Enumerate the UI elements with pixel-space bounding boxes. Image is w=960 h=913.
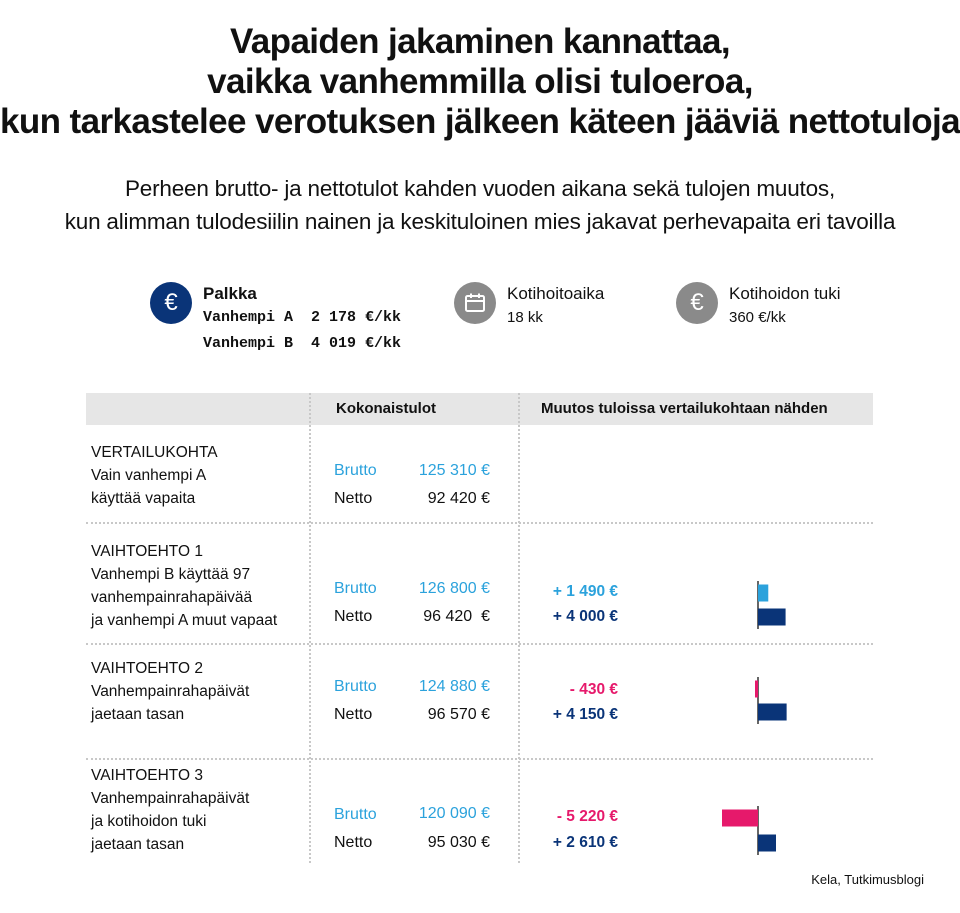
net-change-value: + 4 000 € [552,608,618,625]
legend-homecare-time-title: Kotihoitoaika [507,284,605,303]
row-description: Vanhempainrahapäivät [91,683,250,700]
gross-change-bar [755,681,758,698]
source-note: Kela, Tutkimusblogi [811,872,924,887]
subtitle-line-1: Perheen brutto- ja nettotulot kahden vuoden aikana sekä tulojen muutos, [124,176,836,201]
row-description: jaetaan tasan [91,706,185,723]
net-change-bar [758,835,776,852]
gross-label: Brutto [334,678,377,695]
gross-change-value: - 430 € [569,681,618,698]
row-description: ja vanhempi A muut vapaat [91,612,278,629]
title-line-3: kun tarkastelee verotuksen jälkeen käteen jääviä nettotuloja [0,102,960,141]
gross-value: 126 800 € [418,580,490,597]
gross-value: 125 310 € [418,462,490,479]
net-change-value: + 2 610 € [552,834,618,851]
net-label: Netto [334,834,373,851]
gross-label: Brutto [334,806,377,823]
gross-value: 124 880 € [418,678,490,695]
net-value: 96 420 € [423,608,490,625]
row-heading: VERTAILUKOHTA [91,444,218,461]
gross-change-value: + 1 490 € [552,583,618,600]
net-label: Netto [334,608,373,625]
row-heading: VAIHTOEHTO 1 [91,543,203,560]
row-description: ja kotihoidon tuki [91,813,207,830]
row-description: vanhempainrahapäivää [91,589,253,606]
subtitle-line-2: kun alimman tulodesiilin nainen ja keskituloinen mies jakavat perhevapaita eri tavoilla [64,209,896,234]
net-value: 96 570 € [427,706,490,723]
net-label: Netto [334,706,373,723]
net-change-value: + 4 150 € [552,706,618,723]
row-description: Vanhempi B käyttää 97 [91,566,251,583]
legend-salary-a: Vanhempi A 2 178 €/kk [203,309,402,326]
gross-change-bar [722,810,758,827]
legend-homecare-time-value: 18 kk [507,309,543,326]
net-change-bar [758,704,787,721]
title-line-2: vaikka vanhemmilla olisi tuloeroa, [207,62,753,101]
net-value: 92 420 € [427,490,490,507]
legend-homecare-allowance-value: 360 €/kk [729,309,786,326]
euro-icon: € [150,282,192,324]
column-header-change: Muutos tuloissa vertailukohtaan nähden [541,400,828,417]
legend-salary-b: Vanhempi B 4 019 €/kk [203,335,402,352]
net-change-bar [758,609,786,626]
gross-change-bar [758,585,768,602]
row-heading: VAIHTOEHTO 2 [91,660,203,677]
column-header-total: Kokonaistulot [336,400,436,417]
net-value: 95 030 € [427,834,490,851]
legend-homecare-allowance-title: Kotihoidon tuki [729,284,841,303]
row-heading: VAIHTOEHTO 3 [91,767,203,784]
row-description: jaetaan tasan [91,836,185,853]
legend-salary-title: Palkka [203,284,257,303]
gross-label: Brutto [334,580,377,597]
row-description: käyttää vapaita [91,490,196,507]
gross-value: 120 090 € [418,805,490,822]
title-line-1: Vapaiden jakaminen kannattaa, [229,22,731,61]
row-description: Vanhempainrahapäivät [91,790,250,807]
gross-label: Brutto [334,462,377,479]
net-label: Netto [334,490,373,507]
gross-change-value: - 5 220 € [556,808,618,825]
row-description: Vain vanhempi A [91,467,207,484]
euro-icon: € [676,282,718,324]
